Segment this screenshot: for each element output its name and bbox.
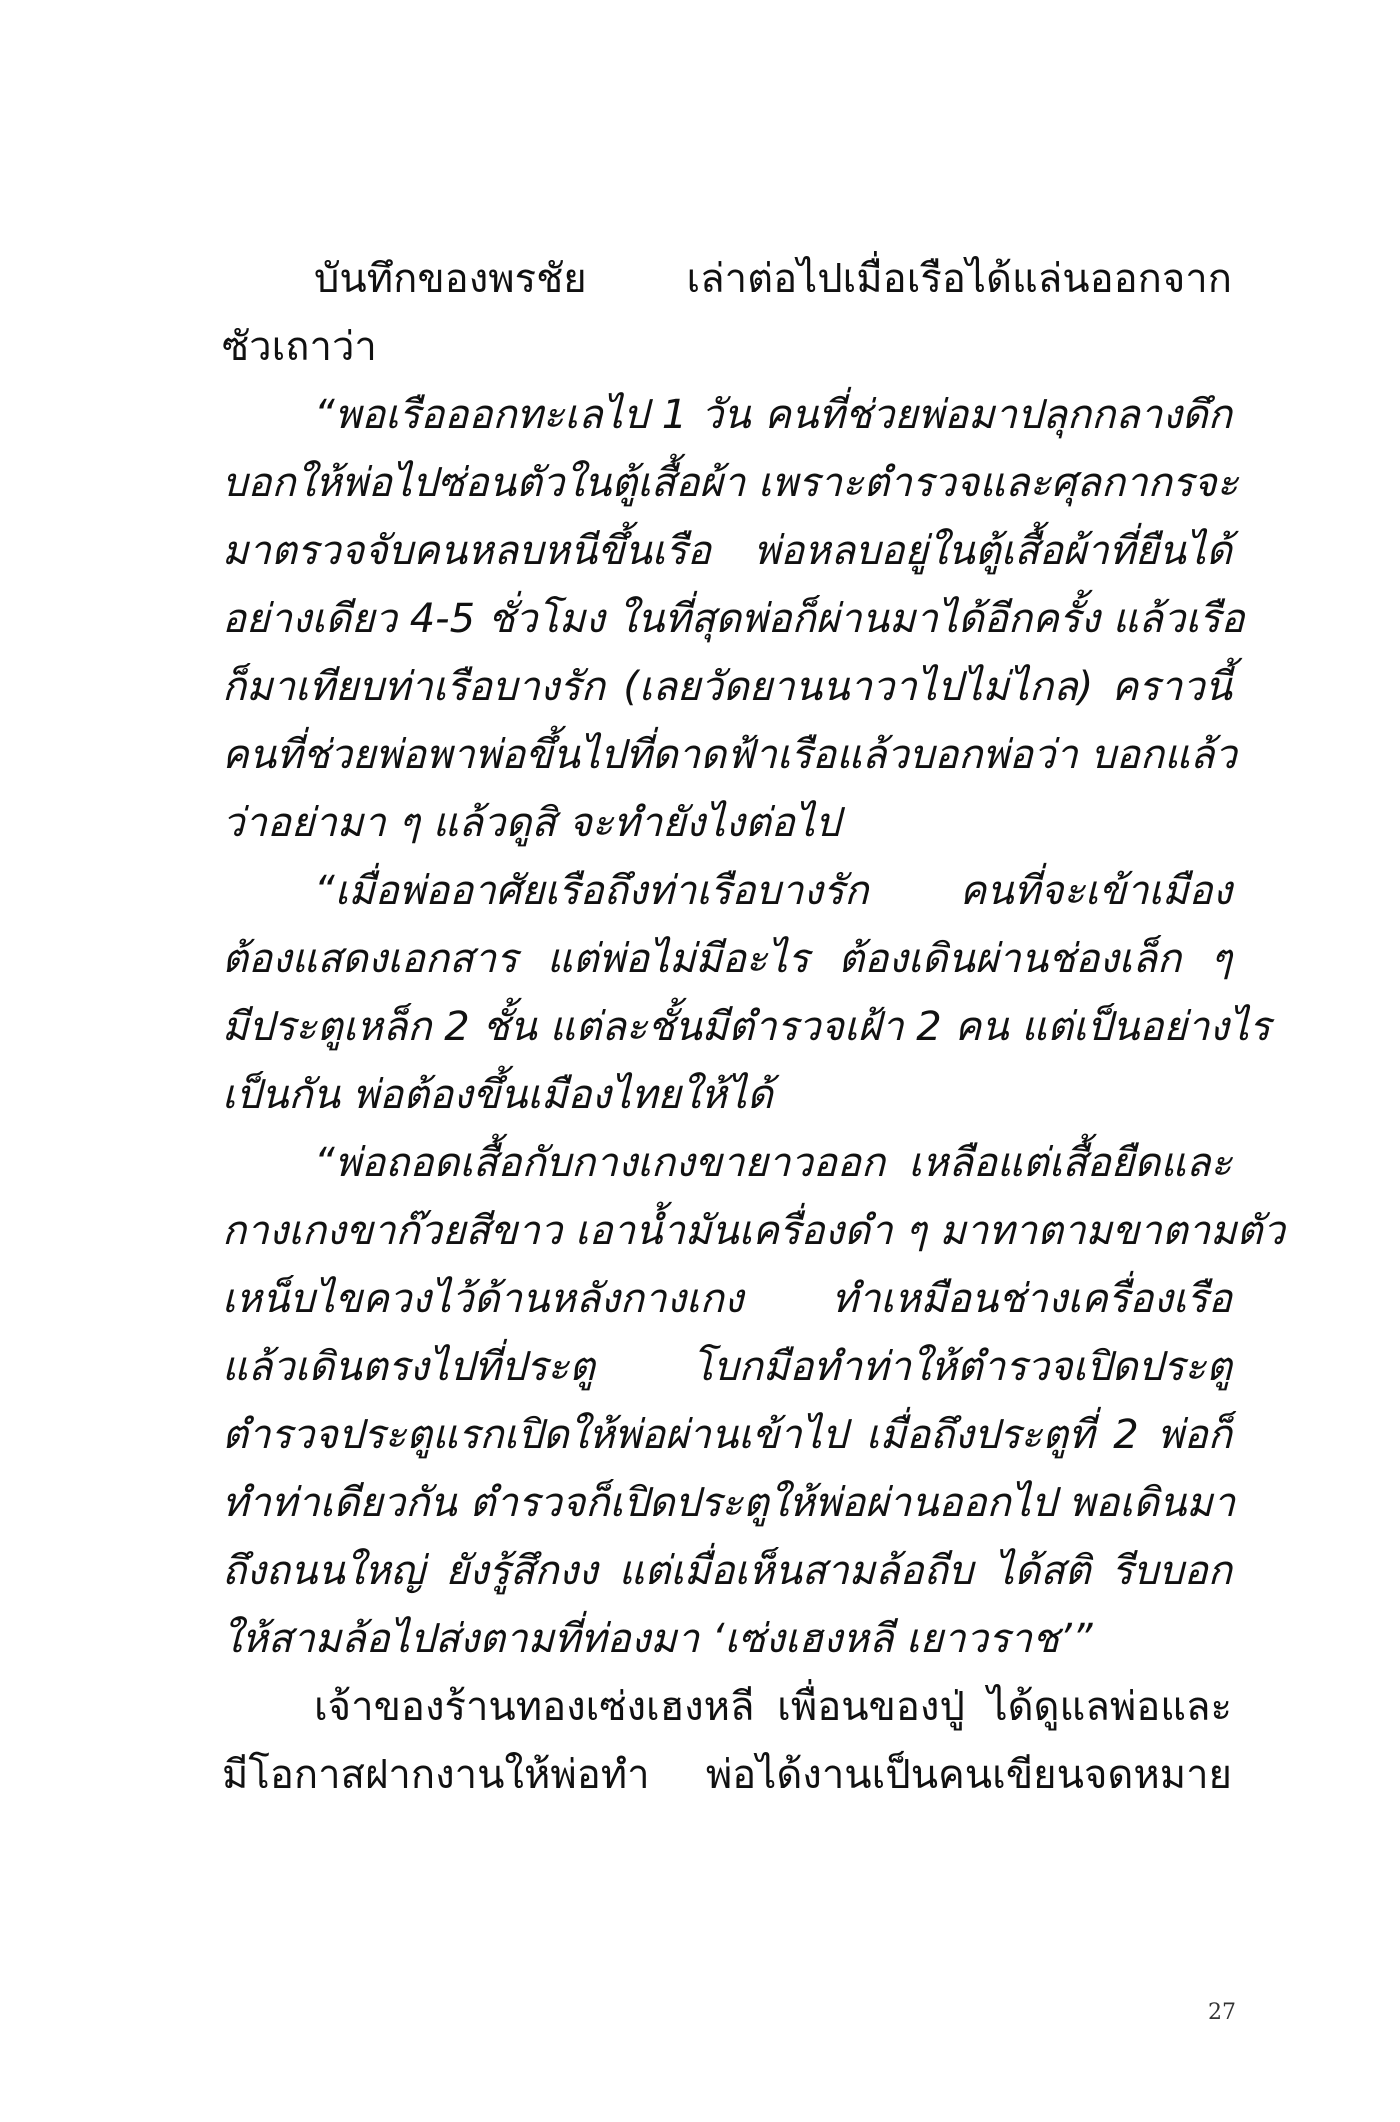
paragraph-2-line-3: มาตรวจจับคนหลบหนีขึ้นเรือ พ่อหลบอยู่ในตู้เสื้อผ้าที่ยืนได้ (222, 528, 1232, 574)
paragraph-3-line-4: เป็นกัน พ่อต้องขึ้นเมืองไทยให้ได้ (222, 1072, 773, 1118)
paragraph-4-line-7: ถึงถนนใหญ่ ยังรู้สึกงง แต่เมื่อเห็นสามล้อถีบ ได้สติ รีบบอก (222, 1548, 1232, 1594)
paragraph-4-line-4: แล้วเดินตรงไปที่ประตู โบกมือทำท่าให้ตำรวจเปิดประตู (222, 1344, 1232, 1390)
paragraph-2-line-4: อย่างเดียว 4-5 ชั่วโมง ในที่สุดพ่อก็ผ่านมาได้อีกครั้ง แล้วเรือ (222, 596, 1245, 642)
paragraph-5-line-1: เจ้าของร้านทองเซ่งเฮงหลี เพื่อนของปู่ ได้ดูแลพ่อและ (314, 1684, 1232, 1730)
paragraph-3-line-2: ต้องแสดงเอกสาร แต่พ่อไม่มีอะไร ต้องเดินผ่านช่องเล็ก ๆ (222, 936, 1232, 982)
paragraph-3-line-3: มีประตูเหล็ก 2 ชั้น แต่ละชั้นมีตำรวจเฝ้า 2 คน แต่เป็นอย่างไร (222, 1004, 1271, 1050)
paragraph-4-line-6: ทำท่าเดียวกัน ตำรวจก็เปิดประตูให้พ่อผ่านออกไป พอเดินมา (222, 1480, 1236, 1526)
paragraph-2-line-7: ว่าอย่ามา ๆ แล้วดูสิ จะทำยังไงต่อไป (222, 800, 841, 846)
paragraph-4-line-5: ตำรวจประตูแรกเปิดให้พ่อผ่านเข้าไป เมื่อถึงประตูที่ 2 พ่อก็ (222, 1412, 1232, 1458)
paragraph-4-line-2: กางเกงขาก๊วยสีขาว เอาน้ำมันเครื่องดำ ๆ มาทาตามขาตามตัว (222, 1208, 1285, 1254)
paragraph-2-line-1: “พอเรือออกทะเลไป 1 วัน คนที่ช่วยพ่อมาปลุกกลางดึก (314, 392, 1232, 438)
paragraph-3-line-1: “เมื่อพ่ออาศัยเรือถึงท่าเรือบางรัก คนที่จะเข้าเมือง (314, 868, 1232, 914)
paragraph-4-line-8: ให้สามล้อไปส่งตามที่ท่องมา ‘เซ่งเฮงหลี เยาวราช’” (222, 1616, 1093, 1662)
paragraph-5-line-2: มีโอกาสฝากงานให้พ่อทำ พ่อได้งานเป็นคนเขียนจดหมาย (222, 1752, 1232, 1798)
paragraph-1-line-1: บันทึกของพรชัย เล่าต่อไปเมื่อเรือได้แล่นออกจาก (314, 256, 1232, 302)
paragraph-2-line-2: บอกให้พ่อไปซ่อนตัวในตู้เสื้อผ้า เพราะตำรวจและศุลกากรจะ (222, 460, 1239, 506)
paragraph-4-line-1: “พ่อถอดเสื้อกับกางเกงขายาวออก เหลือแต่เสื้อยืดและ (314, 1140, 1232, 1186)
paragraph-2-line-5: ก็มาเทียบท่าเรือบางรัก (เลยวัดยานนาวาไปไม่ไกล) คราวนี้ (222, 664, 1232, 710)
paragraph-4-line-3: เหน็บไขควงไว้ด้านหลังกางเกง ทำเหมือนช่างเครื่องเรือ (222, 1276, 1232, 1322)
page-number: 27 (1208, 2000, 1236, 2025)
paragraph-1-line-2: ซัวเถาว่า (222, 324, 377, 370)
paragraph-2-line-6: คนที่ช่วยพ่อพาพ่อขึ้นไปที่ดาดฟ้าเรือแล้วบอกพ่อว่า บอกแล้ว (222, 732, 1237, 778)
body-text (222, 245, 1285, 1809)
